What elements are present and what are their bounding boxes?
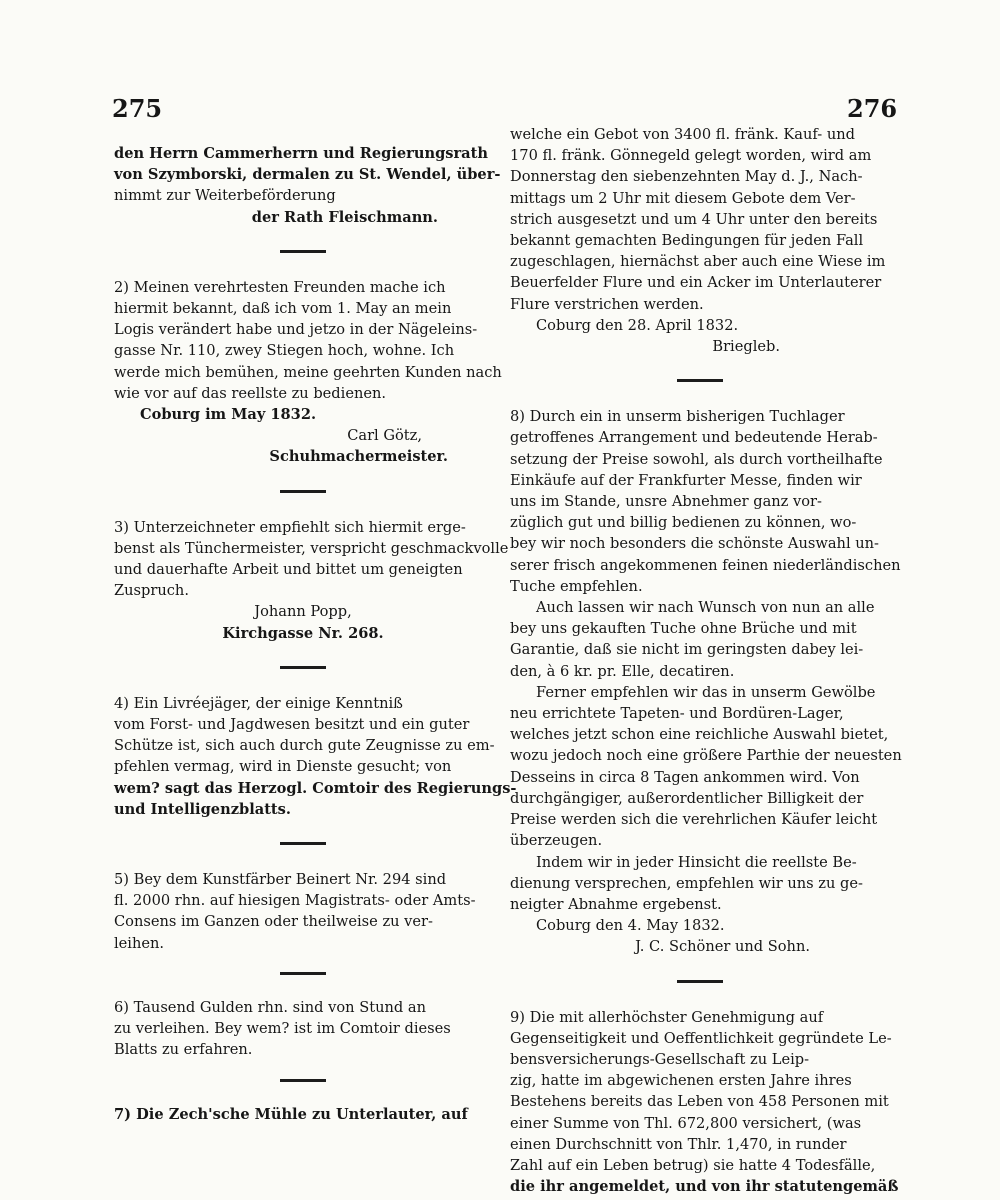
text-line: und dauerhafte Arbeit und bittet um geneigten <box>114 561 463 579</box>
left-column <box>114 143 517 1125</box>
text-line: bey wir noch besonders die schönste Auswahl un- <box>510 535 879 553</box>
notice-7-continued <box>510 124 890 357</box>
text-line: serer frisch angekommenen feinen niederländischen <box>510 556 901 574</box>
signature-name: Johann Popp, <box>254 603 352 621</box>
text-line: Indem wir in jeder Hinsicht die reellste Be- <box>536 853 857 871</box>
text-line: Consens im Ganzen oder theilweise zu ver- <box>114 913 433 931</box>
text-line: 3) Unterzeichneter empfiehlt sich hiermit erge- <box>114 518 466 536</box>
text-line: Zahl auf ein Leben betrug) sie hatte 4 Todesfälle, <box>510 1156 876 1174</box>
text-line: welches jetzt schon eine reichliche Auswahl bietet, <box>510 726 889 744</box>
notice-2 <box>114 277 502 468</box>
signature-name: Carl Götz, <box>347 427 422 445</box>
text-line: 9) Die mit allerhöchster Genehmigung auf <box>510 1008 824 1026</box>
notice-1 <box>114 143 501 228</box>
text-line: wem? sagt das Herzogl. Comtoir des Regierungs- <box>114 779 517 797</box>
text-line: die ihr angemeldet, und von ihr statutengemäß <box>510 1178 899 1196</box>
text-line: Logis verändert habe und jetzo in der Nägeleins- <box>114 321 478 339</box>
text-line: strich ausgesetzt und um 4 Uhr unter den bereits <box>510 210 878 228</box>
text-line: nimmt zur Weiterbeförderung <box>114 187 336 205</box>
text-line: wie vor auf das reellste zu bedienen. <box>114 384 387 402</box>
notice-4 <box>114 693 517 820</box>
text-line: wozu jedoch noch eine größere Parthie der neuesten <box>510 747 902 765</box>
text-line: benst als Tünchermeister, verspricht geschmackvolle <box>114 539 509 557</box>
notice-9 <box>510 1007 899 1198</box>
text-line: 2) Meinen verehrtesten Freunden mache ich <box>114 278 446 296</box>
text-line: von Szymborski, dermalen zu St. Wendel, über- <box>114 166 501 184</box>
text-line: den Herrn Cammerherrn und Regierungsrath <box>114 145 488 162</box>
text-line: werde mich bemühen, meine geehrten Kunden nach <box>114 363 502 381</box>
date-line: Coburg den 28. April 1832. <box>536 316 739 334</box>
date-line: Coburg im May 1832. <box>140 406 317 424</box>
text-line: 5) Bey dem Kunstfärber Beinert Nr. 294 sind <box>114 871 447 889</box>
text-line: Blatts zu erfahren. <box>114 1041 253 1059</box>
page-number-right: 276 <box>847 94 898 123</box>
text-line: Bestehens bereits das Leben von 458 Personen mit <box>510 1093 889 1111</box>
notice-7 <box>114 1104 492 1125</box>
text-line: mittags um 2 Uhr mit diesem Gebote dem Ver- <box>510 189 856 207</box>
text-line: zig, hatte im abgewichenen ersten Jahre ihres <box>510 1072 852 1090</box>
text-line: gasse Nr. 110, zwey Stiegen hoch, wohne. Ich <box>114 342 455 360</box>
text-line: bensversicherungs-Gesellschaft zu Leip- <box>510 1050 810 1068</box>
text-line: zugeschlagen, hiernächst aber auch eine Wiese im <box>510 253 886 271</box>
text-line: dienung versprechen, empfehlen wir uns zu ge- <box>510 874 863 892</box>
text-line: Einkäufe auf der Frankfurter Messe, finden wir <box>510 471 862 489</box>
text-line: vom Forst- und Jagdwesen besitzt und ein guter <box>114 716 470 734</box>
text-line: Desseins in circa 8 Tagen ankommen wird. Von <box>510 768 860 786</box>
text-line: neu errichtete Tapeten- und Bordüren-Lager, <box>510 705 844 723</box>
text-line: überzeugen. <box>510 832 603 850</box>
section-divider <box>280 842 326 845</box>
text-line: 7) Die Zech'sche Mühle zu Unterlauter, auf <box>114 1105 468 1123</box>
notice-6 <box>114 997 492 1061</box>
text-line: fl. 2000 rhn. auf hiesigen Magistrats- oder Amts- <box>114 892 476 910</box>
text-line: Zuspruch. <box>114 582 189 600</box>
text-line: Ferner empfehlen wir das in unserm Gewölbe <box>536 683 876 701</box>
text-line: züglich gut und billig bedienen zu können, wo- <box>510 514 857 532</box>
section-divider <box>280 490 326 493</box>
section-divider <box>677 379 723 382</box>
text-line: einer Summe von Thl. 672,800 versichert, (was <box>510 1114 862 1132</box>
text-line: Preise werden sich die verehrlichen Käufer leicht <box>510 811 878 829</box>
text-line: 6) Tausend Gulden rhn. sind von Stund an <box>114 998 426 1016</box>
text-line: 8) Durch ein in unserm bisherigen Tuchlager <box>510 408 845 426</box>
notice-3 <box>114 517 509 644</box>
text-line: welche ein Gebot von 3400 fl. fränk. Kauf- und <box>510 126 855 143</box>
text-line: Schütze ist, sich auch durch gute Zeugnisse zu em- <box>114 737 495 755</box>
section-divider <box>280 972 326 975</box>
text-line: 170 fl. fränk. Gönnegeld gelegt worden, wird am <box>510 147 872 165</box>
right-column <box>510 124 902 1197</box>
text-line: bey uns gekauften Tuche ohne Brüche und mit <box>510 620 857 638</box>
text-line: zu verleihen. Bey wem? ist im Comtoir dieses <box>114 1020 451 1038</box>
section-divider <box>280 250 326 253</box>
text-line: 4) Ein Livréejäger, der einige Kenntniß <box>114 694 403 712</box>
text-line: Flure verstrichen werden. <box>510 295 704 313</box>
text-line: hiermit bekannt, daß ich vom 1. May an mein <box>114 300 452 318</box>
notice-8 <box>510 406 902 957</box>
text-line: leihen. <box>114 934 165 952</box>
page-number-left: 275 <box>112 94 163 123</box>
text-line: und Intelligenzblatts. <box>114 800 291 818</box>
text-line: uns im Stande, unsre Abnehmer ganz vor- <box>510 493 822 511</box>
text-line: Tuche empfehlen. <box>510 577 643 595</box>
text-line: durchgängiger, außerordentlicher Billigkeit der <box>510 789 864 807</box>
text-line: Gegenseitigkeit und Oeffentlichkeit gegründete Le- <box>510 1029 892 1047</box>
text-line: Garantie, daß sie nicht im geringsten dabey lei- <box>510 641 864 659</box>
date-line: Coburg den 4. May 1832. <box>536 917 725 935</box>
text-line: Donnerstag den siebenzehnten May d. J., Nach- <box>510 168 863 186</box>
signature: der Rath Fleischmann. <box>251 208 438 226</box>
text-line: Auch lassen wir nach Wunsch von nun an alle <box>536 599 875 617</box>
text-line: den, à 6 kr. pr. Elle, decatiren. <box>510 662 735 680</box>
signature-title: Schuhmachermeister. <box>269 448 448 466</box>
text-line: pfehlen vermag, wird in Dienste gesucht; von <box>114 758 452 776</box>
notice-5 <box>114 869 492 954</box>
signature: Briegleb. <box>712 338 780 356</box>
signature: J. C. Schöner und Sohn. <box>635 938 810 956</box>
section-divider <box>677 980 723 983</box>
section-divider <box>280 666 326 669</box>
text-line: neigter Abnahme ergebenst. <box>510 895 722 913</box>
section-divider <box>280 1079 326 1082</box>
text-line: einen Durchschnitt von Thlr. 1,470, in runder <box>510 1135 847 1153</box>
text-line: Beuerfelder Flure und ein Acker im Unterlauterer <box>510 274 882 292</box>
text-line: getroffenes Arrangement und bedeutende Herab- <box>510 429 878 447</box>
text-line: setzung der Preise sowohl, als durch vortheilhafte <box>510 450 883 468</box>
signature-address: Kirchgasse Nr. 268. <box>222 624 384 642</box>
text-line: bekannt gemachten Bedingungen für jeden Fall <box>510 232 864 250</box>
